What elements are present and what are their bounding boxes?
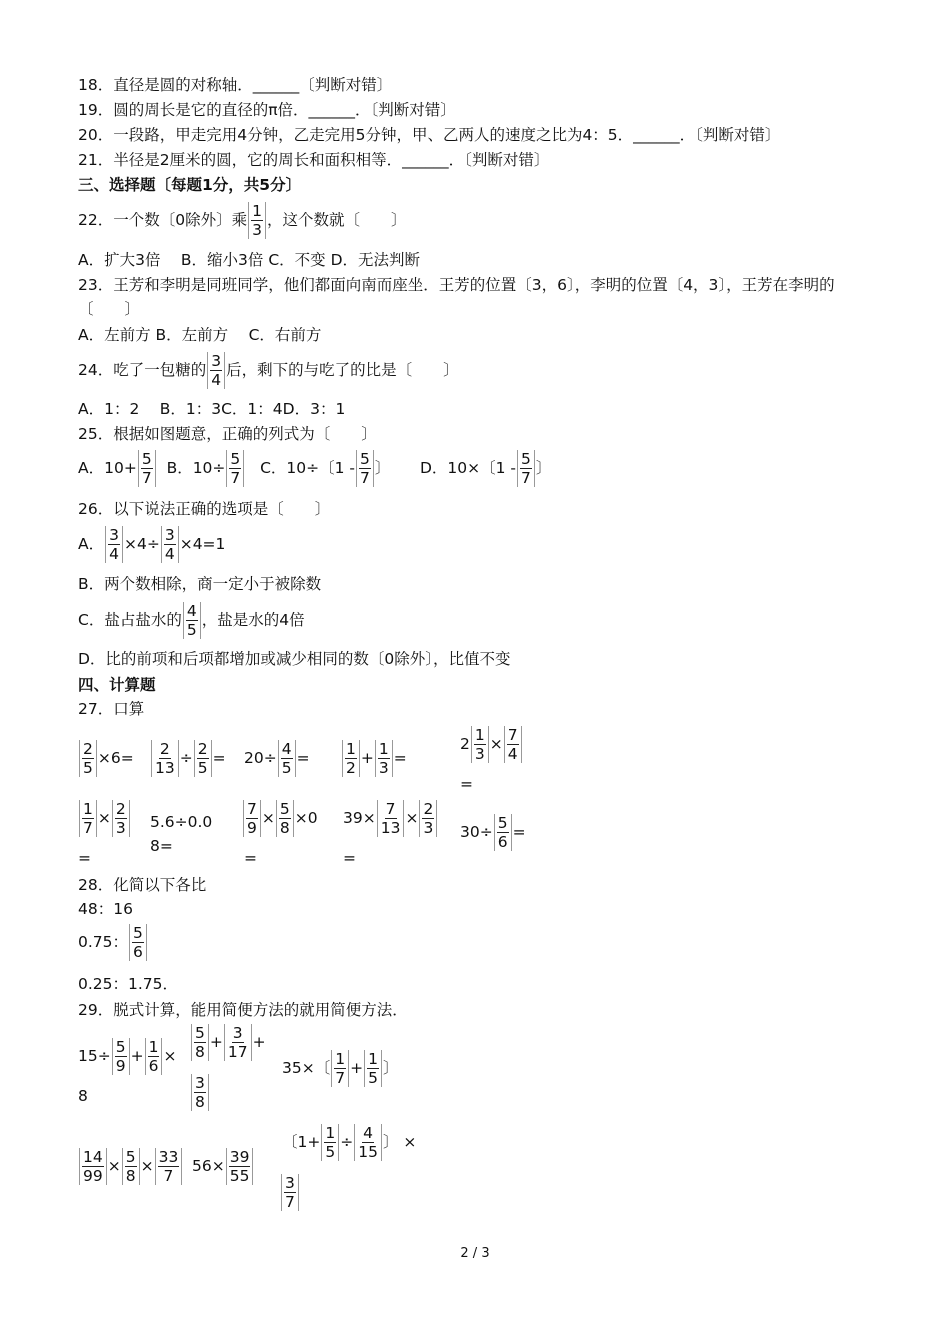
fraction — [471, 726, 489, 763]
numerator: 5 — [360, 450, 370, 468]
numerator: 3 — [285, 1174, 295, 1192]
denominator: 99 — [83, 1167, 103, 1185]
question-29: 29．脱式计算，能用简便方法的就用简便方法． — [78, 1001, 408, 1019]
denominator: 7 — [230, 469, 241, 487]
calc-29-1 — [78, 1034, 176, 1078]
numerator: 4 — [186, 602, 197, 620]
numerator: 2 — [83, 740, 93, 758]
fraction — [354, 1124, 382, 1161]
fraction — [226, 1148, 254, 1185]
fraction — [194, 740, 212, 777]
question-23: 23．王芳和李明是同班同学，他们都面向南而座坐．王芳的位置〔3，6〕，李明的位置〔4，3〕，王芳在李明的 — [78, 276, 835, 294]
fraction — [105, 526, 123, 563]
numerator: 39 — [229, 1148, 250, 1166]
denominator: 5 — [281, 759, 292, 777]
calc-29-2 — [190, 1020, 266, 1064]
numerator: 7 — [507, 726, 518, 744]
numerator: 1 — [325, 1124, 336, 1142]
denominator: 15 — [358, 1143, 378, 1161]
denominator: 5 — [186, 621, 197, 639]
denominator: 55 — [229, 1167, 250, 1185]
operator: × — [97, 809, 111, 827]
operator: 〔1+ — [282, 1133, 321, 1151]
fraction — [112, 1038, 130, 1075]
denominator: 5 — [325, 1143, 336, 1161]
calc-29-2-cont — [190, 1070, 210, 1114]
calc-29-6 — [282, 1120, 416, 1164]
operator: = — [512, 823, 526, 841]
numerator: 5 — [141, 450, 152, 468]
ratio-a: 48：16 — [78, 900, 133, 918]
numerator: 14 — [83, 1148, 103, 1166]
denominator: 8 — [279, 819, 290, 837]
fraction — [191, 1024, 209, 1061]
option-c-end: 〕 — [374, 459, 391, 477]
operator: × — [140, 1157, 154, 1175]
operator: = — [296, 749, 310, 767]
option-a-label: A． — [78, 535, 105, 553]
denominator: 13 — [155, 759, 175, 777]
denominator: 4 — [507, 745, 518, 763]
operator: 30÷ — [460, 823, 493, 841]
calc-27-10 — [460, 810, 526, 854]
question-25-options — [78, 446, 551, 490]
q24-text-end: 后，剩下的与吃了的比是〔 〕 — [226, 361, 459, 379]
question-23-options: A．左前方 B．左前方 C．右前方 — [78, 326, 322, 344]
operator: × — [489, 735, 503, 753]
numerator: 1 — [378, 740, 389, 758]
numerator: 2 — [115, 800, 126, 818]
numerator: 1 — [346, 740, 356, 758]
fraction — [248, 202, 266, 239]
numerator: 1 — [252, 202, 262, 220]
fraction — [364, 1050, 382, 1087]
denominator: 6 — [497, 833, 508, 851]
fraction — [419, 800, 437, 837]
section-3-heading: 三、选择题〔每题1分，共5分〕 — [78, 176, 302, 194]
fraction — [377, 800, 405, 837]
numerator: 3 — [109, 526, 119, 544]
numerator: 2 — [423, 800, 434, 818]
q22-text-end: ，这个数就〔 〕 — [266, 211, 407, 229]
denominator: 13 — [380, 819, 401, 837]
fraction — [278, 740, 296, 777]
numerator: 5 — [497, 814, 508, 832]
option-c-end: ，盐是水的4倍 — [201, 611, 305, 629]
calc-27-6 — [78, 796, 131, 840]
fraction — [356, 450, 374, 487]
calc-29-3 — [282, 1046, 398, 1090]
question-22-options: A．扩大3倍 B．缩小3倍 C．不变 D．无法判断 — [78, 251, 421, 269]
fraction — [151, 740, 179, 777]
numerator: 3 — [232, 1024, 243, 1042]
q22-text: 22．一个数〔0除外〕乘 — [78, 211, 248, 229]
operator: + — [350, 1059, 364, 1077]
question-26-option-b: B．两个数相除，商一定小于被除数 — [78, 575, 322, 593]
numerator: 1 — [148, 1038, 159, 1056]
denominator: 4 — [211, 371, 222, 389]
operator: ×0 — [294, 809, 318, 827]
denominator: 3 — [252, 221, 262, 239]
denominator: 3 — [115, 819, 126, 837]
question-21: 21．半径是2厘米的圆，它的周长和面积相等．______．〔判断对错〕 — [78, 151, 550, 169]
fraction — [207, 352, 225, 389]
operator: + — [209, 1033, 223, 1051]
fraction — [112, 800, 130, 837]
calc-29-6-cont — [280, 1170, 300, 1214]
operator: ×6= — [97, 749, 134, 767]
question-26-option-a — [78, 522, 225, 566]
numerator: 1 — [368, 1050, 378, 1068]
question-26: 26．以下说法正确的选项是〔 〕 — [78, 500, 331, 518]
fraction — [122, 1148, 140, 1185]
option-a: A．10+ — [78, 459, 137, 477]
numerator: 5 — [125, 1148, 136, 1166]
numerator: 5 — [115, 1038, 126, 1056]
question-25: 25．根据如图题意，正确的列式为〔 〕 — [78, 425, 377, 443]
denominator: 8 — [195, 1043, 205, 1061]
denominator: 7 — [163, 1167, 174, 1185]
section-4-heading: 四、计算题 — [78, 676, 156, 694]
operator: 39× — [343, 809, 376, 827]
numerator: 5 — [520, 450, 531, 468]
denominator: 2 — [346, 759, 356, 777]
calc-27-3 — [244, 736, 310, 780]
numerator: 5 — [230, 450, 241, 468]
equals-sign: = — [460, 775, 473, 793]
ratio-b-text: 0.75： — [78, 933, 129, 951]
denominator: 4 — [164, 545, 175, 563]
fraction — [243, 800, 261, 837]
fraction — [276, 800, 294, 837]
question-26-option-c — [78, 598, 305, 642]
question-26-option-d: D．比的前项和后项都增加或减少相同的数〔0除外〕，比值不变 — [78, 650, 511, 668]
calc-27-7: 5.6÷0.0 — [150, 813, 213, 831]
denominator: 5 — [83, 759, 93, 777]
fraction — [321, 1124, 339, 1161]
fraction — [342, 740, 360, 777]
numerator: 3 — [211, 352, 222, 370]
option-c-label: C．盐占盐水的 — [78, 611, 182, 629]
denominator: 17 — [227, 1043, 248, 1061]
denominator: 3 — [474, 745, 485, 763]
operator: + — [130, 1047, 144, 1065]
equals-sign: = — [244, 849, 257, 867]
operator: ×4=1 — [179, 535, 226, 553]
operator: × — [405, 809, 419, 827]
denominator: 4 — [109, 545, 119, 563]
denominator: 6 — [148, 1057, 159, 1075]
question-24-options: A．1：2 B．1：3C．1：4D．3：1 — [78, 400, 346, 418]
fraction — [161, 526, 179, 563]
operator: 20÷ — [244, 749, 277, 767]
denominator: 5 — [368, 1069, 378, 1087]
equals-sign: = — [343, 849, 356, 867]
fraction — [375, 740, 393, 777]
question-27: 27．口算 — [78, 700, 145, 718]
whole-number: 2 — [460, 735, 470, 753]
numerator: 4 — [281, 740, 292, 758]
denominator: 7 — [83, 819, 93, 837]
option-d: D．10×〔1 - — [419, 459, 516, 477]
question-23-line2: 〔 〕 — [78, 300, 141, 318]
fraction — [281, 1174, 299, 1211]
numerator: 3 — [164, 526, 175, 544]
denominator: 3 — [378, 759, 389, 777]
numerator: 1 — [474, 726, 485, 744]
denominator: 8 — [125, 1167, 136, 1185]
operator: × — [163, 1047, 177, 1065]
denominator: 9 — [115, 1057, 126, 1075]
fraction — [331, 1050, 349, 1087]
operator: ÷ — [340, 1133, 354, 1151]
fraction — [145, 1038, 163, 1075]
operator: ×4÷ — [123, 535, 160, 553]
question-28: 28．化简以下各比 — [78, 876, 207, 894]
operator: 56× — [192, 1157, 225, 1175]
calc-27-7-cont: 8= — [150, 837, 173, 855]
operator: = — [212, 749, 226, 767]
denominator: 6 — [133, 943, 143, 961]
operator: 〕 × — [382, 1133, 417, 1151]
numerator: 33 — [158, 1148, 179, 1166]
fraction — [138, 450, 156, 487]
calc-29-5 — [192, 1144, 254, 1188]
calc-29-1-cont: 8 — [78, 1087, 88, 1105]
operator: + — [252, 1033, 266, 1051]
operator: × — [107, 1157, 121, 1175]
numerator: 5 — [195, 1024, 205, 1042]
ratio-b — [78, 920, 148, 964]
numerator: 1 — [335, 1050, 346, 1068]
question-19: 19．圆的周长是它的直径的π倍．______．〔判断对错〕 — [78, 101, 456, 119]
denominator: 7 — [360, 469, 370, 487]
question-18: 18．直径是圆的对称轴．______〔判断对错〕 — [78, 76, 393, 94]
fraction — [79, 1148, 107, 1185]
operator: 〕 — [382, 1059, 399, 1077]
numerator: 4 — [363, 1124, 374, 1142]
operator: 15÷ — [78, 1047, 111, 1065]
fraction — [504, 726, 522, 763]
option-c: C．10÷〔1 - — [260, 459, 355, 477]
operator: = — [393, 749, 407, 767]
fraction — [224, 1024, 252, 1061]
numerator: 2 — [159, 740, 170, 758]
ratio-c: 0.25：1.75． — [78, 975, 179, 993]
fraction — [129, 924, 147, 961]
denominator: 5 — [197, 759, 208, 777]
operator: 35×〔 — [282, 1059, 331, 1077]
denominator: 8 — [195, 1093, 205, 1111]
denominator: 3 — [423, 819, 434, 837]
calc-29-4 — [78, 1144, 183, 1188]
numerator: 5 — [133, 924, 143, 942]
option-d-end: 〕 — [535, 459, 552, 477]
fraction — [191, 1074, 209, 1111]
fraction — [494, 814, 512, 851]
numerator: 3 — [195, 1074, 205, 1092]
equals-sign: = — [78, 849, 91, 867]
operator: + — [360, 749, 374, 767]
page-number: 2 / 3 — [460, 1246, 490, 1261]
question-20: 20．一段路，甲走完用4分钟，乙走完用5分钟，甲、乙两人的速度之比为4：5．______．〔判断对错〕 — [78, 126, 781, 144]
question-24 — [78, 350, 459, 390]
denominator: 7 — [335, 1069, 346, 1087]
fraction — [226, 450, 244, 487]
calc-27-8 — [242, 796, 318, 840]
numerator: 1 — [83, 800, 93, 818]
operator: × — [261, 809, 275, 827]
numerator: 5 — [279, 800, 290, 818]
calc-27-1 — [78, 736, 134, 780]
operator: ÷ — [179, 749, 193, 767]
numerator: 7 — [247, 800, 257, 818]
fraction — [155, 1148, 183, 1185]
numerator: 2 — [197, 740, 208, 758]
calc-27-5 — [460, 722, 523, 766]
fraction — [79, 740, 97, 777]
fraction — [79, 800, 97, 837]
denominator: 9 — [247, 819, 257, 837]
q24-text: 24．吃了一包糖的 — [78, 361, 207, 379]
question-22 — [78, 200, 406, 240]
calc-27-4 — [341, 736, 407, 780]
denominator: 7 — [520, 469, 531, 487]
denominator: 7 — [285, 1193, 295, 1211]
calc-27-9 — [343, 796, 438, 840]
calc-27-2 — [150, 736, 226, 780]
fraction — [517, 450, 535, 487]
fraction — [183, 602, 201, 639]
option-b: B．10÷ — [166, 459, 226, 477]
denominator: 7 — [141, 469, 152, 487]
numerator: 7 — [385, 800, 396, 818]
